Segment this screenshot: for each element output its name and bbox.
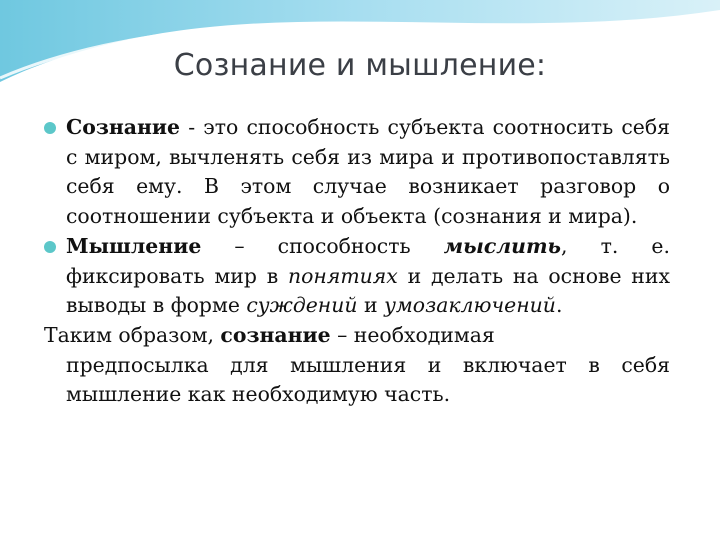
emphasis-judgments: суждений (246, 293, 358, 318)
conclusion-lead: Таким образом, (44, 322, 221, 347)
emphasis-concepts: понятиях (288, 263, 398, 288)
term-consciousness: Сознание (66, 115, 181, 139)
term-dash: - (180, 115, 204, 139)
term-thinking: Мышление (66, 233, 202, 258)
slide-body (44, 113, 670, 410)
bullet-dot-icon (44, 122, 56, 134)
slide-title: Сознание и мышление: (173, 48, 547, 83)
definition-text: и делать на основе них выводы в форме (66, 263, 670, 318)
definition-text: . (555, 293, 563, 318)
definition-consciousness: это способность субъекта соотносить себя с миром, вычленять себя из мира и противопоставлять себя ему. В этом случае возникает разговор о соотношении субъекта и объекта (сознания и мира). (66, 115, 670, 229)
conclusion-rest: предпосылка для мышления и включает в себя мышление как необходимую часть. (66, 352, 670, 407)
emphasis-inferences: умозаключений (384, 293, 556, 318)
term-consciousness-conclusion: сознание (220, 322, 331, 347)
conclusion-paragraph (44, 321, 670, 410)
definition-text: способность (277, 233, 444, 258)
bullet-consciousness (44, 113, 670, 232)
term-dash: – (201, 233, 278, 258)
definition-text: , т. е. фиксировать мир в (66, 233, 670, 288)
bullet-thinking (44, 232, 670, 321)
conclusion-dash: – необходимая (330, 322, 495, 347)
definition-text: и (357, 293, 385, 318)
bullet-dot-icon (44, 241, 56, 253)
emphasis-think: мыслить (443, 233, 562, 258)
